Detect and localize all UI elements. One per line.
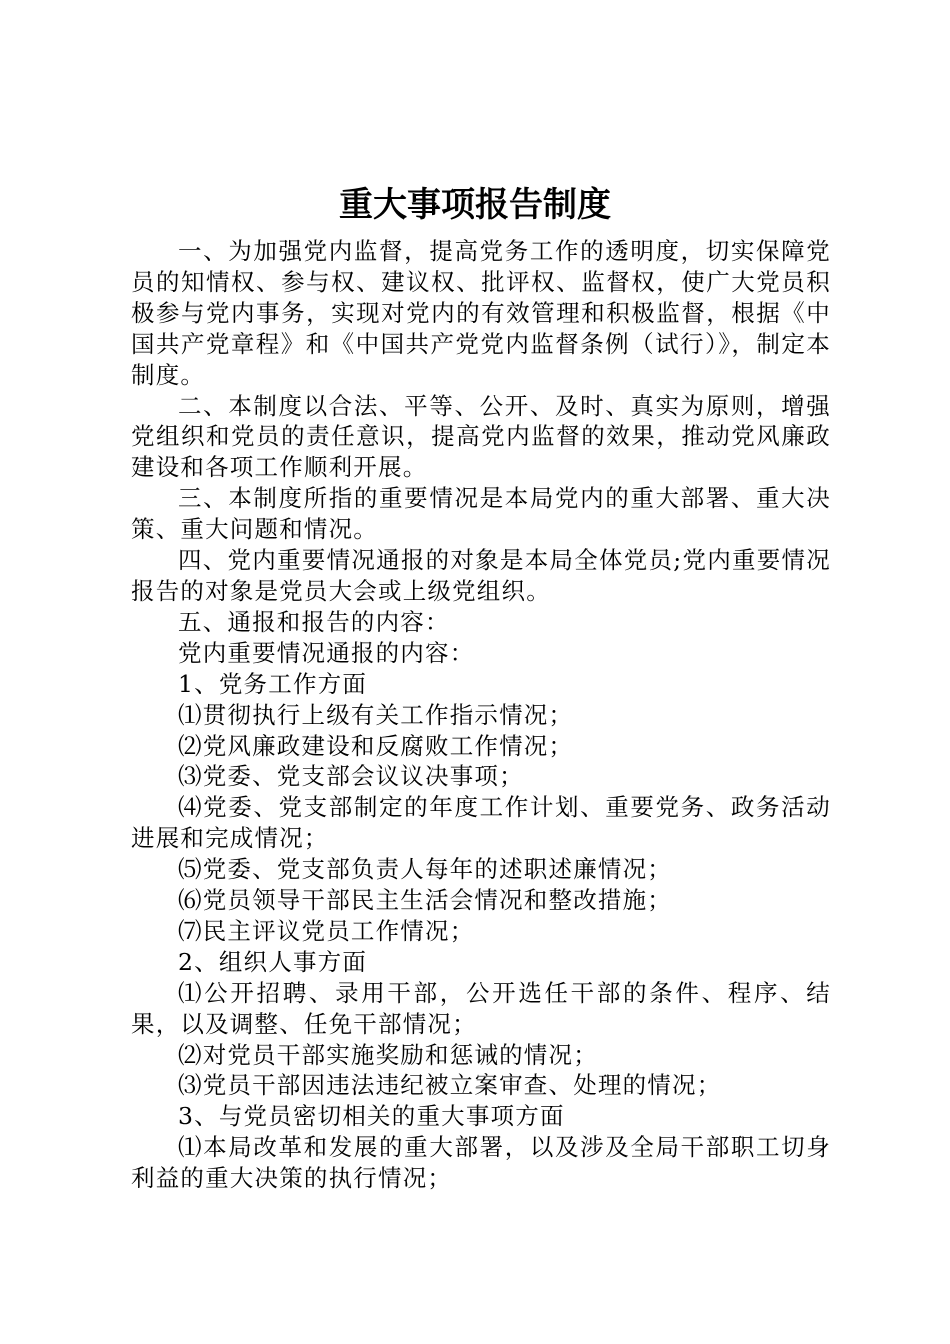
- document-body: [131, 236, 831, 1194]
- paragraph-2: 二、本制度以合法、平等、公开、及时、真实为原则，增强党组织和党员的责任意识，提高党内监督的效果，推动党风廉政建设和各项工作顺利开展。: [131, 391, 831, 482]
- document-title: 重大事项报告制度: [339, 185, 611, 225]
- list-item-3-1: ⑴本局改革和发展的重大部署，以及涉及全局干部职工切身利益的重大决策的执行情况；: [131, 1133, 831, 1193]
- paragraph-4: 四、党内重要情况通报的对象是本局全体党员;党内重要情况报告的对象是党员大会或上级党组织。: [131, 546, 831, 605]
- list-item-2-3: ⑶党员干部因违法违纪被立案审查、处理的情况；: [178, 1071, 722, 1100]
- list-item-1-4: ⑷党委、党支部制定的年度工作计划、重要党务、政务活动进展和完成情况；: [131, 793, 831, 853]
- paragraph-3: 三、本制度所指的重要情况是本局党内的重大部署、重大决策、重大问题和情况。: [131, 484, 831, 544]
- list-item-2-2: ⑵对党员干部实施奖励和惩诫的情况；: [178, 1040, 598, 1069]
- list-item-1-5: ⑸党委、党支部负责人每年的述职述廉情况；: [178, 855, 672, 884]
- list-item-1-3: ⑶党委、党支部会议议决事项；: [178, 762, 524, 791]
- list-item-1-1: ⑴贯彻执行上级有关工作指示情况；: [178, 700, 574, 729]
- paragraph-1: 一、为加强党内监督，提高党务工作的透明度，切实保障党员的知情权、参与权、建议权、批评权、监督权，使广大党员积极参与党内事务，实现对党内的有效管理和积极监督，根据《中国共产党章程》和《中国共产党党内监督条例（试行）》，制定本制度。: [131, 237, 831, 389]
- list-item-1-6: ⑹党员领导干部民主生活会情况和整改措施；: [178, 886, 672, 915]
- section-heading-3: 3、与党员密切相关的重大事项方面: [178, 1102, 565, 1131]
- paragraph-6: 党内重要情况通报的内容：: [178, 638, 475, 667]
- list-item-1-7: ⑺民主评议党员工作情况；: [178, 916, 475, 945]
- section-heading-2: 2、组织人事方面: [178, 947, 368, 976]
- list-item-2-1: ⑴公开招聘、录用干部，公开选任干部的条件、程序、结果，以及调整、任免干部情况；: [131, 978, 831, 1038]
- paragraph-5: 五、通报和报告的内容：: [178, 607, 450, 636]
- section-heading-1: 1、党务工作方面: [178, 669, 368, 698]
- list-item-1-2: ⑵党风廉政建设和反腐败工作情况；: [178, 731, 574, 760]
